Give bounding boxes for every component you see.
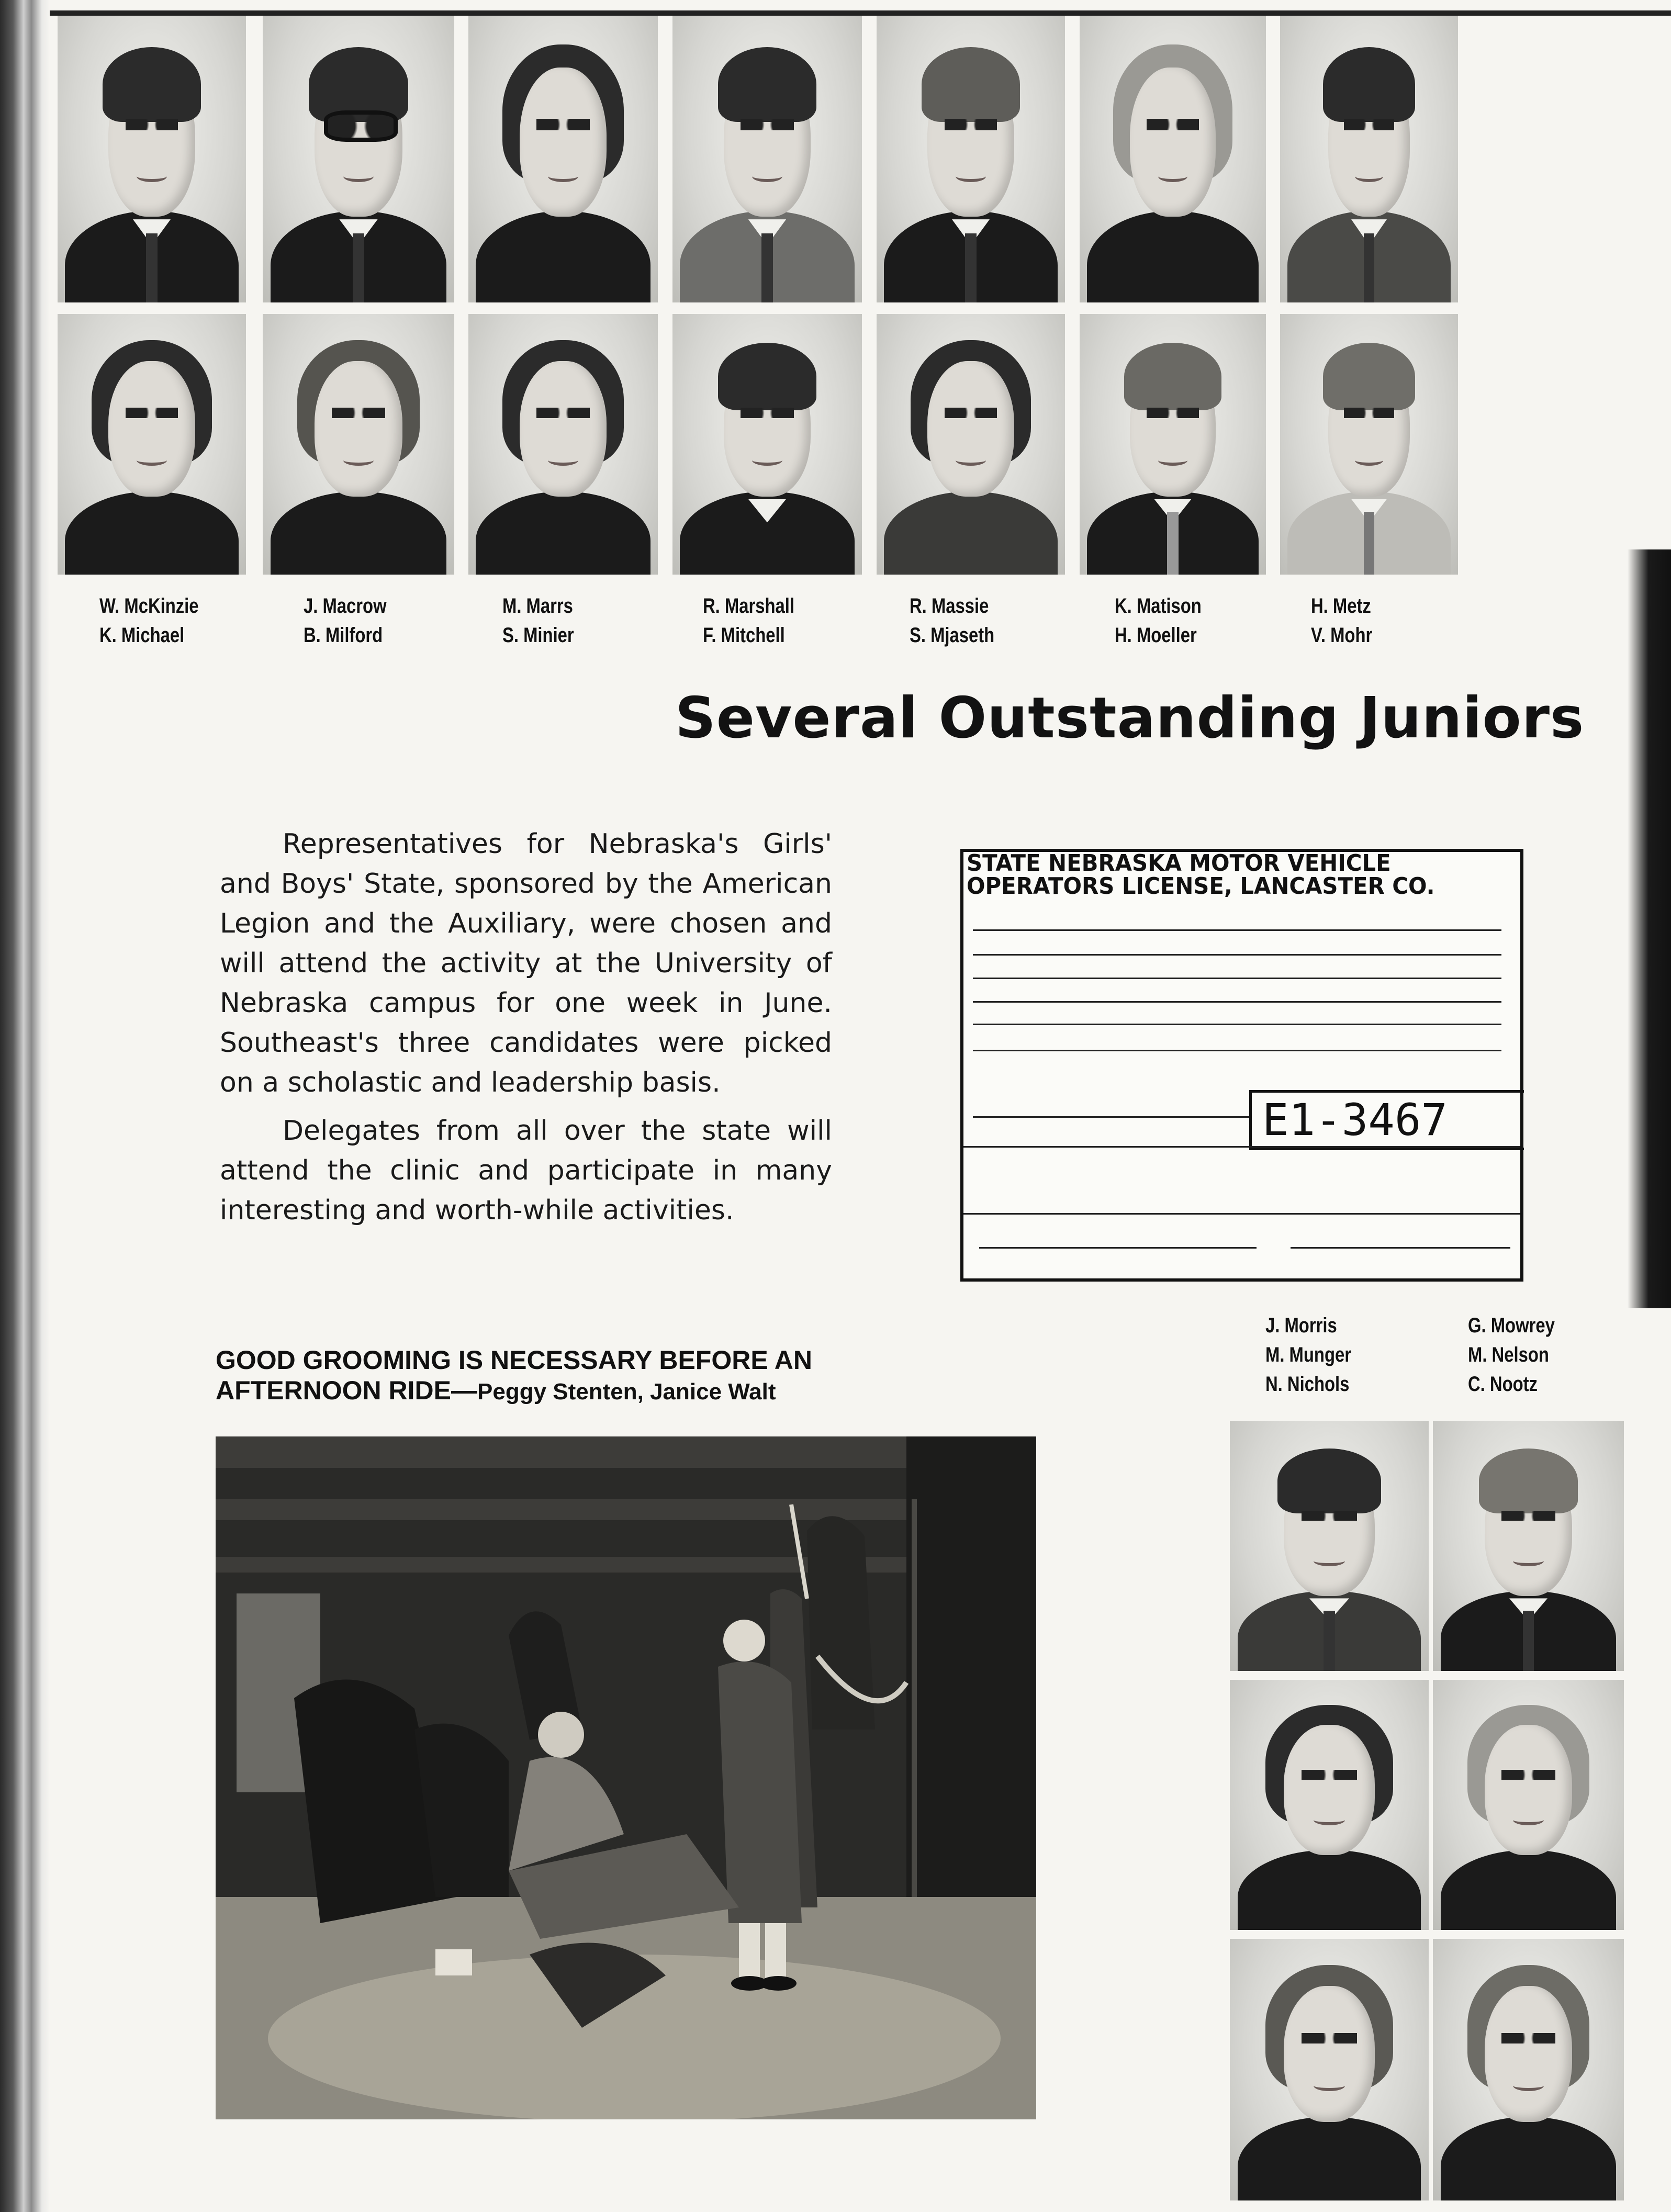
name-column-2 <box>304 591 387 650</box>
license-title: STATE NEBRASKA MOTOR VEHICLE OPERATORS LICENSE, LANCASTER CO. <box>967 850 1435 900</box>
form-line <box>979 1247 1257 1249</box>
student-name: F. Mitchell <box>703 624 785 647</box>
form-line <box>973 1050 1501 1051</box>
student-name: V. Mohr <box>1311 624 1373 647</box>
page-edge-shadow <box>1628 549 1671 1308</box>
portrait-j-macrow <box>263 16 454 302</box>
form-line <box>973 978 1501 979</box>
form-line <box>1291 1247 1510 1249</box>
form-line <box>973 954 1501 956</box>
portrait-h-metz <box>1280 16 1458 302</box>
student-name: B. Milford <box>304 624 383 647</box>
portrait-m-munger <box>1230 1680 1429 1930</box>
student-name: M. Munger <box>1265 1343 1351 1366</box>
portrait-m-marrs <box>468 16 658 302</box>
barn-scene-image <box>216 1436 1036 2119</box>
student-name: W. McKinzie <box>99 594 199 617</box>
student-name: R. Massie <box>910 594 989 617</box>
paragraph: Delegates from all over the state will attend the clinic and participate in many interesting and worth-while activities. <box>220 1115 832 1226</box>
student-name: C. Nootz <box>1468 1373 1538 1396</box>
portrait-n-nichols <box>1230 1939 1429 2200</box>
portrait-w-mckinzie <box>58 16 246 302</box>
name-column-6 <box>1115 591 1202 650</box>
paragraph: Representatives for Nebraska's Girls' and Boys' State, sponsored by the American Legion and the Auxiliary, were chosen and will attend the activity at the University of Nebraska campus for one week in June. Southeast's three candidates were picked on a scholastic and leadership basis. <box>220 828 832 1098</box>
portrait-r-marshall <box>672 16 862 302</box>
form-line <box>973 1024 1501 1025</box>
page-top-border <box>50 10 1671 16</box>
portrait-g-mowrey <box>1433 1421 1624 1671</box>
right-name-column-2 <box>1468 1311 1555 1399</box>
student-name: J. Morris <box>1265 1314 1337 1337</box>
portrait-j-morris <box>1230 1421 1429 1671</box>
portrait-v-mohr <box>1280 314 1458 575</box>
name-column-7 <box>1311 591 1372 650</box>
portrait-s-mjaseth <box>877 314 1065 575</box>
form-line <box>973 1116 1249 1118</box>
student-name: S. Minier <box>502 624 574 647</box>
name-column-3 <box>502 591 574 650</box>
portrait-b-milford <box>263 314 454 575</box>
student-name: K. Matison <box>1115 594 1202 617</box>
name-column-4 <box>703 591 794 650</box>
name-column-5 <box>910 591 994 650</box>
page-title: Several Outstanding Juniors <box>675 686 1585 751</box>
right-name-column-1 <box>1265 1311 1351 1399</box>
student-name: K. Michael <box>99 624 185 647</box>
article-body <box>220 824 832 1239</box>
name-column-1 <box>99 591 199 650</box>
grooming-photo <box>216 1436 1036 2119</box>
portrait-k-matison <box>1080 16 1266 302</box>
license-form <box>960 849 1523 1282</box>
portrait-h-moeller <box>1080 314 1266 575</box>
form-line <box>973 1001 1501 1003</box>
student-name: R. Marshall <box>703 594 794 617</box>
form-line <box>963 1146 1520 1148</box>
student-name: S. Mjaseth <box>910 624 995 647</box>
student-name: N. Nichols <box>1265 1373 1350 1396</box>
form-line <box>963 1213 1520 1215</box>
portrait-m-nelson <box>1433 1680 1624 1930</box>
license-number: E1-3467 <box>1249 1090 1524 1150</box>
book-spine <box>0 0 50 2212</box>
student-name: H. Moeller <box>1115 624 1197 647</box>
student-name: M. Marrs <box>502 594 573 617</box>
portrait-k-michael <box>58 314 246 575</box>
portrait-r-massie <box>877 16 1065 302</box>
student-name: J. Macrow <box>304 594 387 617</box>
student-name: H. Metz <box>1311 594 1371 617</box>
portrait-f-mitchell <box>672 314 862 575</box>
form-line <box>973 929 1501 931</box>
portrait-c-nootz <box>1433 1939 1624 2200</box>
photo-caption: GOOD GROOMING IS NECESSARY BEFORE AN AFTERNOON RIDE—Peggy Stenten, Janice Walt <box>216 1345 812 1405</box>
student-name: M. Nelson <box>1468 1343 1549 1366</box>
portrait-s-minier <box>468 314 658 575</box>
student-name: G. Mowrey <box>1468 1314 1555 1337</box>
